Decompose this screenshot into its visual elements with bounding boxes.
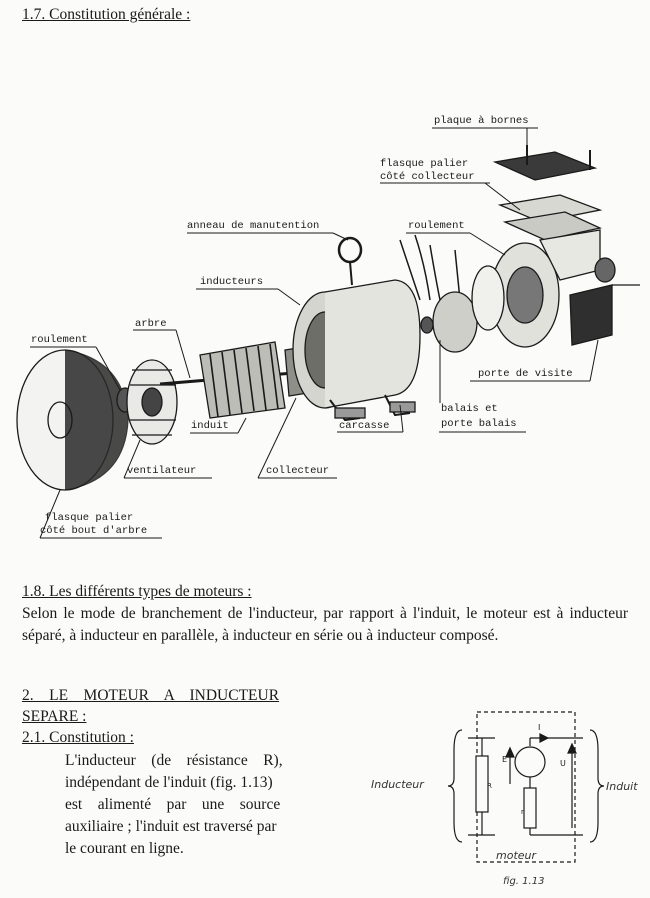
section-1-8-title: 1.8. Les différents types de moteurs : xyxy=(22,583,252,600)
label-terminal-plate: plaque à bornes xyxy=(434,115,529,127)
label-end-cover-shaft-2: côté bout d'arbre xyxy=(40,525,148,537)
label-bearing-right: roulement xyxy=(408,220,465,232)
section-2-1-line1: L'inducteur (de résistance R), xyxy=(65,752,283,769)
label-end-cover-shaft-1: flasque palier xyxy=(45,512,134,524)
figure-caption: fig. 1.13 xyxy=(503,876,545,887)
label-induit: Induit xyxy=(606,780,638,793)
emf-source xyxy=(515,747,545,777)
inspection-door xyxy=(570,285,612,345)
label-r: r xyxy=(521,808,524,816)
armature-resistor xyxy=(524,788,536,828)
section-1-7-title: 1.7. Constitution générale : xyxy=(22,6,191,23)
label-lifting-ring: anneau de manutention xyxy=(187,220,320,232)
label-commutator: collecteur xyxy=(266,465,330,477)
section-2-1-title: 2.1. Constitution : xyxy=(22,729,134,746)
circuit-schematic xyxy=(340,700,640,895)
label-end-cover-collector-1: flasque palier xyxy=(380,158,469,170)
terminal-plate xyxy=(495,152,595,180)
label-U: U xyxy=(560,759,566,768)
label-I: I xyxy=(538,723,541,732)
label-R: R xyxy=(487,782,492,790)
section-2-1-line3: est alimenté par une source xyxy=(65,796,281,813)
section-2-1-line4: auxiliaire ; l'induit est traversé par xyxy=(65,818,277,835)
section-2-title-line1: 2. LE MOTEUR A INDUCTEUR xyxy=(22,687,280,704)
label-shaft: arbre xyxy=(135,318,167,330)
label-end-cover-collector-2: côté collecteur xyxy=(380,171,475,183)
label-brushes-1: balais et xyxy=(441,403,498,415)
section-1-8-paragraph: Selon le mode de branchement de l'inducteur, par rapport à l'induit, le moteur est à inducteur séparé, à inducteur en parallèle, à inducteur en série ou à inducteur composé. xyxy=(22,605,628,644)
label-moteur: moteur xyxy=(496,849,537,862)
label-bearing-left: roulement xyxy=(31,334,88,346)
label-fan: ventilateur xyxy=(127,465,197,477)
section-2-1-line2: indépendant de l'induit (fig. 1.13) xyxy=(65,774,273,791)
section-2-title-line2: SEPARE : xyxy=(22,708,87,725)
section-2-1-line5: le courant en ligne. xyxy=(65,840,184,857)
label-field-coils: inducteurs xyxy=(200,276,264,288)
label-inspection-door: porte de visite xyxy=(478,368,573,380)
label-armature: induit xyxy=(191,420,229,432)
label-brushes-2: porte balais xyxy=(441,418,517,430)
lifting-ring xyxy=(339,238,361,262)
label-frame: carcasse xyxy=(339,420,390,432)
label-inducteur: Inducteur xyxy=(371,778,424,791)
label-E: E xyxy=(502,755,508,764)
